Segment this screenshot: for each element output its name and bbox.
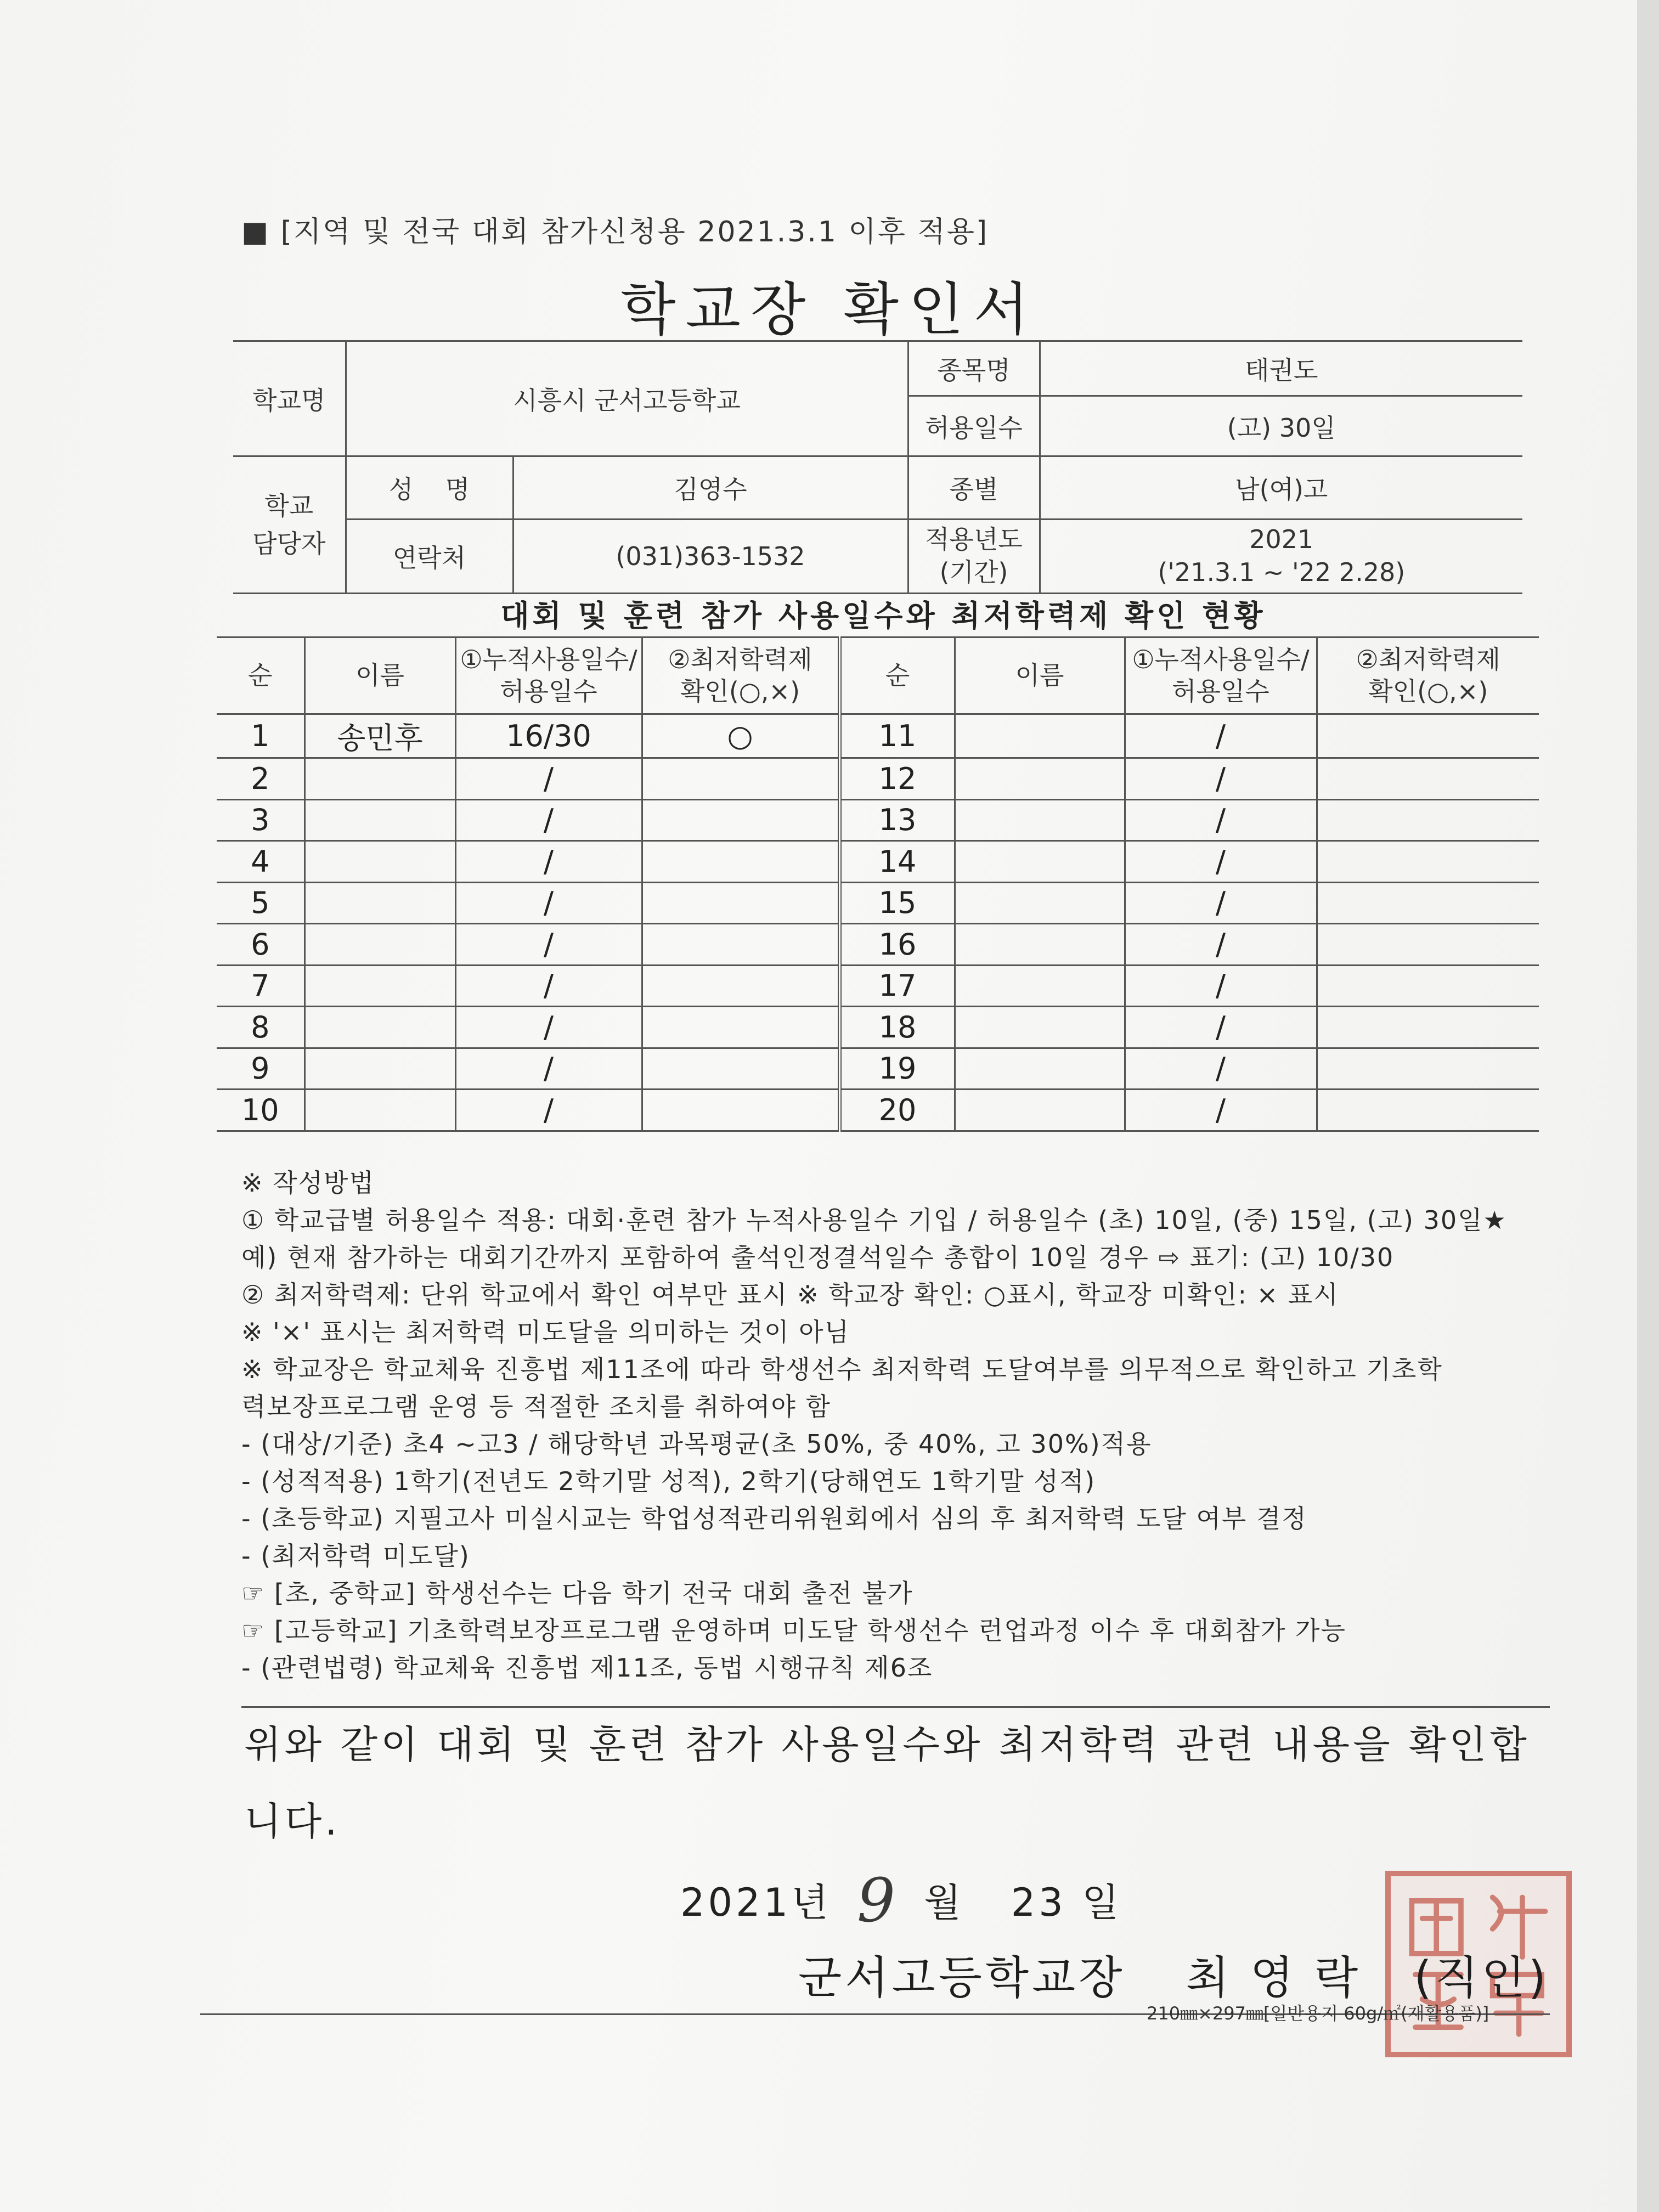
row-number: 6 [217,924,304,966]
academic-check [1317,799,1539,841]
header-days-right: ①누적사용일수/ 허용일수 [1125,637,1317,714]
contact-value: (031)363-1532 [513,520,908,594]
used-days: / [455,882,642,924]
header-name-right: 이름 [955,637,1125,714]
date-day: 23 일 [1011,1880,1122,1925]
instruction-line: ② 최저학력제: 단위 학교에서 확인 여부만 표시 ※ 학교장 확인: ○표시, 학교장 미확인: × 표시 [241,1280,1339,1310]
paper-spec: 210㎜×297㎜[일반용지 60g/㎡(재활용품)] [1147,2003,1489,2024]
used-days: / [1125,841,1317,883]
table-row [217,841,1539,883]
table-row [217,758,1539,800]
roster-table [217,636,1539,1132]
used-days: / [455,799,642,841]
header-days: ①누적사용일수/ 허용일수 [455,637,642,714]
used-days: / [455,1090,642,1131]
info-table [233,340,1522,594]
student-name [304,965,455,1007]
gender-value: 남(여)고 [1040,456,1522,520]
row-number: 5 [217,882,304,924]
instruction-line: ☞ [고등학교] 기초학력보장프로그램 운영하며 미도달 학생선수 런업과정 이수 후 대회참가 가능 [241,1616,1346,1645]
student-name [955,965,1125,1007]
instruction-line: - (초등학교) 지필고사 미실시교는 학업성적관리위원회에서 심의 후 최저학력 도달 여부 결정 [241,1504,1307,1533]
academic-check [642,799,839,841]
student-name [955,799,1125,841]
row-number: 16 [839,924,955,966]
signer-line [798,1942,1549,2006]
row-number: 2 [217,758,304,800]
academic-check: ○ [642,714,839,758]
signer-school: 군서고등학교장 [798,1952,1126,2004]
school-value: 시흥시 군서고등학교 [346,341,908,456]
used-days: / [455,1048,642,1090]
document-title: 학교장 확인서 [620,276,1039,343]
instruction-line: 력보장프로그램 운영 등 적절한 조치를 취하여야 함 [241,1392,831,1421]
student-name [955,1048,1125,1090]
header-check: ②최저학력제 확인(○,×) [642,637,839,714]
instruction-line: - (관련법령) 학교체육 진흥법 제11조, 동법 시행규칙 제6조 [241,1653,933,1683]
academic-check [642,882,839,924]
signer-name: 최 영 락 [1186,1952,1362,2004]
student-name [304,758,455,800]
date-month-handwritten: 9 [857,1865,899,1936]
row-number: 7 [217,965,304,1007]
academic-check [642,965,839,1007]
school-label: 학교명 [233,341,346,456]
student-name [955,841,1125,883]
student-name [304,924,455,966]
row-number: 20 [839,1090,955,1131]
instruction-line: ※ '×' 표시는 최저학력 미도달을 의미하는 것이 아님 [241,1317,850,1347]
academic-check [1317,965,1539,1007]
academic-check [1317,924,1539,966]
row-number: 15 [839,882,955,924]
table-row [217,799,1539,841]
year-label: 적용년도 (기간) [908,520,1040,594]
student-name [955,1090,1125,1131]
manager-label: 학교 담당자 [233,456,346,594]
row-number: 9 [217,1048,304,1090]
issue-date [680,1865,1122,1936]
academic-check [1317,1090,1539,1131]
date-month-label: 월 [924,1880,964,1925]
table-row [217,965,1539,1007]
used-days: / [1125,758,1317,800]
name-value: 김영수 [513,456,908,520]
instruction-line: - (최저학력 미도달) [241,1541,470,1571]
used-days: / [1125,1048,1317,1090]
date-year: 2021년 [680,1880,832,1925]
header-no: 순 [217,637,304,714]
name-label: 성 명 [346,456,513,520]
student-name [304,799,455,841]
academic-check [1317,1048,1539,1090]
academic-check [642,1007,839,1048]
instruction-line: ☞ [초, 중학교] 학생선수는 다음 학기 전국 대회 출전 불가 [241,1578,913,1608]
used-days: / [455,1007,642,1048]
days-label: 허용일수 [908,396,1040,456]
used-days: / [1125,924,1317,966]
row-number: 19 [839,1048,955,1090]
used-days: / [1125,714,1317,758]
row-number: 10 [217,1090,304,1131]
row-number: 3 [217,799,304,841]
days-value: (고) 30일 [1040,396,1522,456]
used-days: / [1125,799,1317,841]
student-name [304,841,455,883]
contact-label: 연락처 [346,520,513,594]
header-no-right: 순 [839,637,955,714]
table-row [217,882,1539,924]
student-name [304,1007,455,1048]
header-check-right: ②최저학력제 확인(○,×) [1317,637,1539,714]
table-row [217,1048,1539,1090]
academic-check [1317,1007,1539,1048]
academic-check [642,924,839,966]
student-name: 송민후 [304,714,455,758]
instruction-line: - (대상/기준) 초4 ~고3 / 해당학년 과목평균(초 50%, 중 40%, 고 30%)적용 [241,1429,1152,1459]
used-days: / [1125,882,1317,924]
row-number: 4 [217,841,304,883]
row-number: 17 [839,965,955,1007]
seal-note: (직인) [1414,1952,1549,2004]
student-name [955,758,1125,800]
student-name [955,924,1125,966]
academic-check [1317,841,1539,883]
roster-subtitle: 대회 및 훈련 참가 사용일수와 최저학력제 확인 현황 [500,599,1266,633]
confirmation-text: 위와 같이 대회 및 훈련 참가 사용일수와 최저학력 관련 내용을 확인합니다. [244,1722,1530,1844]
year-period: ('21.3.1 ~ '22 2.28) [1158,557,1406,587]
header-note: ■ [지역 및 전국 대회 참가신청용 2021.3.1 이후 적용] [241,216,989,249]
student-name [304,1090,455,1131]
header-name: 이름 [304,637,455,714]
gender-label: 종별 [908,456,1040,520]
used-days: / [1125,1090,1317,1131]
instruction-line: 예) 현재 참가하는 대회기간까지 포함하여 출석인정결석일수 총합이 10일 경우 ⇨ 표기: (고) 10/30 [241,1243,1395,1272]
academic-check [642,1048,839,1090]
student-name [304,882,455,924]
used-days: / [455,965,642,1007]
used-days: / [1125,965,1317,1007]
instructions-heading: ※ 작성방법 [241,1168,375,1198]
academic-check [642,758,839,800]
row-number: 13 [839,799,955,841]
row-number: 14 [839,841,955,883]
used-days: / [1125,1007,1317,1048]
row-number: 18 [839,1007,955,1048]
used-days: / [455,758,642,800]
row-number: 8 [217,1007,304,1048]
table-row [217,924,1539,966]
academic-check [1317,758,1539,800]
row-number: 1 [217,714,304,758]
academic-check [1317,714,1539,758]
instruction-line: - (성적적용) 1학기(전년도 2학기말 성적), 2학기(당해연도 1학기말 성적) [241,1466,1096,1496]
student-name [955,1007,1125,1048]
academic-check [1317,882,1539,924]
student-name [955,882,1125,924]
sport-value: 태권도 [1040,341,1522,396]
table-row [217,1090,1539,1131]
academic-check [642,841,839,883]
sport-label: 종목명 [908,341,1040,396]
used-days: / [455,924,642,966]
instruction-line: ※ 학교장은 학교체육 진흥법 제11조에 따라 학생선수 최저학력 도달여부를 의무적으로 확인하고 기초학 [241,1355,1443,1384]
row-number: 11 [839,714,955,758]
student-name [304,1048,455,1090]
academic-check [642,1090,839,1131]
year-value: 2021 [1249,524,1314,555]
used-days: 16/30 [455,714,642,758]
table-row [217,714,1539,758]
used-days: / [455,841,642,883]
table-row [217,1007,1539,1048]
student-name [955,714,1125,758]
instruction-line: ① 학교급별 허용일수 적용: 대회·훈련 참가 누적사용일수 기입 / 허용일수 (초) 10일, (중) 15일, (고) 30일★ [241,1205,1507,1235]
row-number: 12 [839,758,955,800]
year-cell [1040,520,1522,594]
